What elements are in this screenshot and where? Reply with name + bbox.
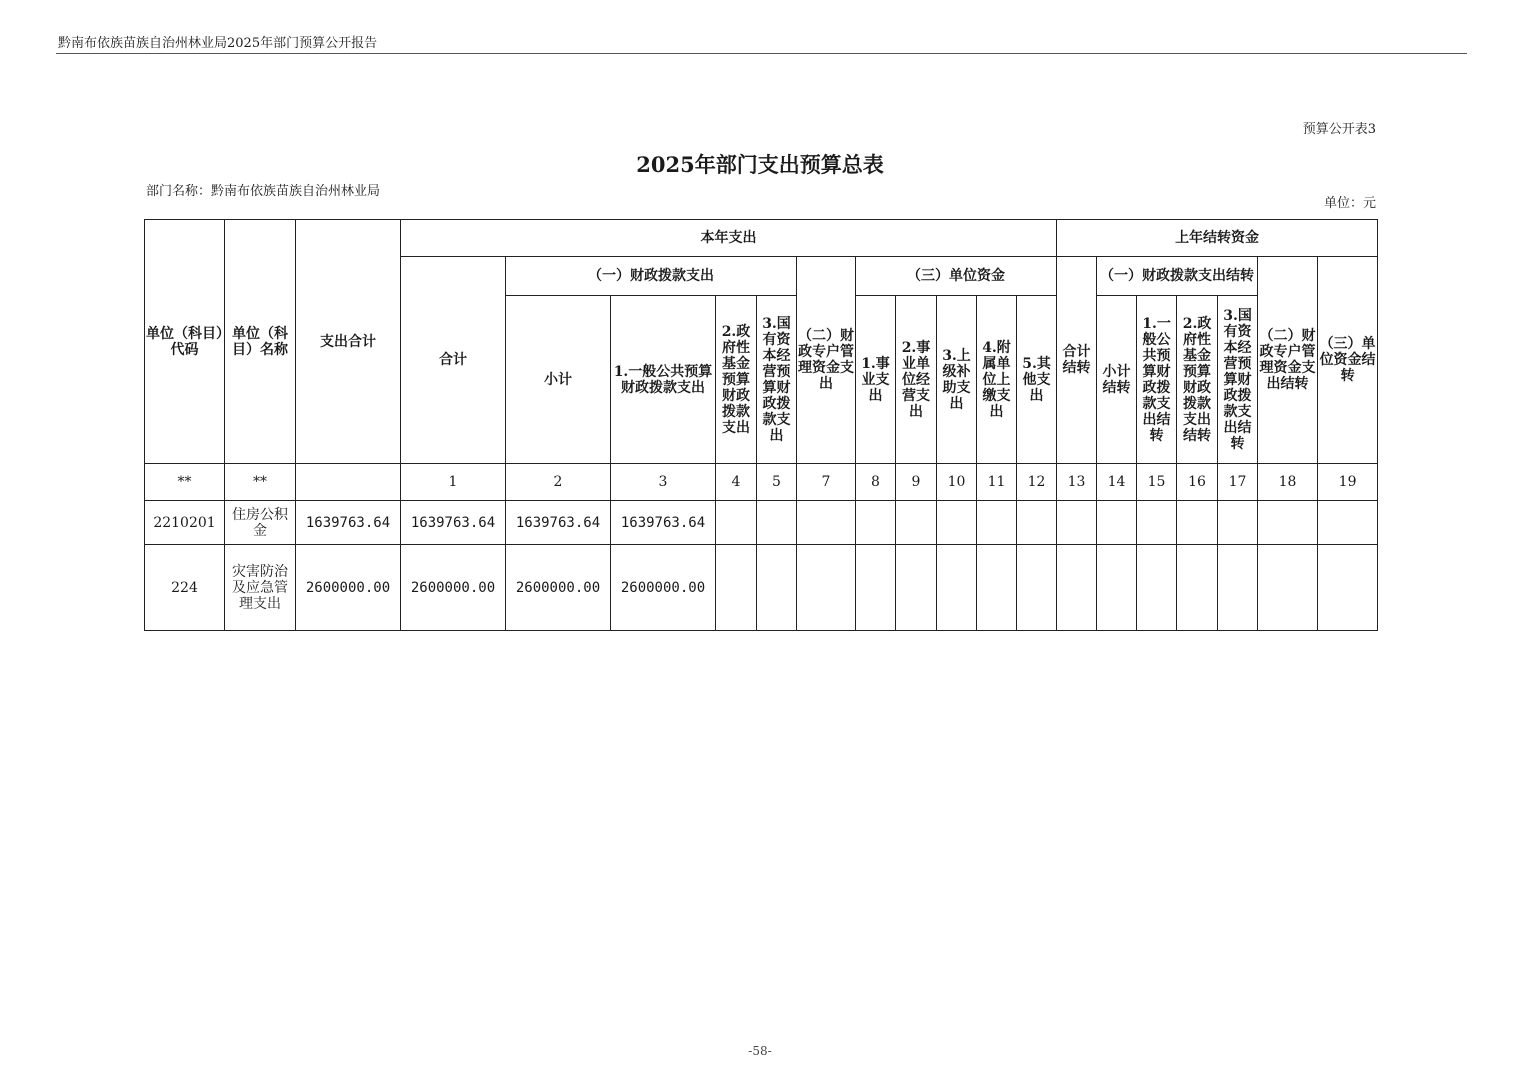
- header-py-general-budget: 1.一般公共预算财政拨款支出结转: [1137, 296, 1177, 464]
- index-cell: 15: [1137, 464, 1177, 501]
- row-name: 灾害防治及应急管理支出: [225, 545, 296, 631]
- header-unit-code: 单位（科目）代码: [145, 220, 225, 464]
- row-value: [937, 545, 977, 631]
- header-cy-unit-3: 3.上级补助支出: [937, 296, 977, 464]
- index-cell: 13: [1057, 464, 1097, 501]
- index-cell: 9: [896, 464, 937, 501]
- row-value: [1318, 545, 1378, 631]
- index-cell: 14: [1097, 464, 1137, 501]
- header-prior-year: 上年结转资金: [1057, 220, 1378, 257]
- row-value: [1318, 501, 1378, 545]
- department-name: 部门名称：黔南布依族苗族自治州林业局: [146, 184, 381, 199]
- row-value: [1057, 501, 1097, 545]
- header-cy-unit-4: 4.附属单位上缴支出: [977, 296, 1017, 464]
- page-number: -58-: [748, 1044, 772, 1058]
- row-code: 2210201: [145, 501, 225, 545]
- index-cell: **: [225, 464, 296, 501]
- header-cy-state-capital: 3.国有资本经营预算财政拨款支出: [757, 296, 797, 464]
- header-total-expense: 支出合计: [296, 220, 401, 464]
- header-cy-total: 合计: [401, 257, 506, 464]
- header-py-total: 合计结转: [1057, 257, 1097, 464]
- row-value: 1639763.64: [401, 501, 506, 545]
- row-value: 2600000.00: [506, 545, 611, 631]
- row-value: [1097, 545, 1137, 631]
- header-cy-unit-funds: （三）单位资金: [856, 257, 1057, 296]
- row-value: [1177, 501, 1218, 545]
- row-value: [1017, 501, 1057, 545]
- header-cy-gov-fund: 2.政府性基金预算财政拨款支出: [716, 296, 757, 464]
- index-cell: 7: [797, 464, 856, 501]
- row-value: [937, 501, 977, 545]
- header-current-year: 本年支出: [401, 220, 1057, 257]
- row-value: [1258, 545, 1318, 631]
- row-value: 2600000.00: [296, 545, 401, 631]
- index-cell: 3: [611, 464, 716, 501]
- row-value: [757, 545, 797, 631]
- row-value: [1218, 501, 1258, 545]
- table-row: [145, 501, 1378, 545]
- document-title: 2025年部门支出预算总表: [636, 152, 884, 177]
- index-row: [145, 464, 1378, 501]
- row-value: [856, 545, 896, 631]
- index-cell: 18: [1258, 464, 1318, 501]
- row-value: [1137, 545, 1177, 631]
- row-value: [1258, 501, 1318, 545]
- header-cy-special-account: （二）财政专户管理资金支出: [797, 257, 856, 464]
- row-value: 2600000.00: [611, 545, 716, 631]
- index-cell: 17: [1218, 464, 1258, 501]
- header-cy-unit-2: 2.事业单位经营支出: [896, 296, 937, 464]
- index-cell: [296, 464, 401, 501]
- index-cell: 2: [506, 464, 611, 501]
- header-cy-unit-5: 5.其他支出: [1017, 296, 1057, 464]
- index-cell: 8: [856, 464, 896, 501]
- index-cell: 11: [977, 464, 1017, 501]
- row-value: [977, 545, 1017, 631]
- row-code: 224: [145, 545, 225, 631]
- header-cy-general-budget: 1.一般公共预算财政拨款支出: [611, 296, 716, 464]
- header-unit-name: 单位（科目）名称: [225, 220, 296, 464]
- row-value: 1639763.64: [506, 501, 611, 545]
- unit-label: 单位：元: [1323, 196, 1376, 211]
- index-cell: 19: [1318, 464, 1378, 501]
- index-cell: **: [145, 464, 225, 501]
- row-value: 1639763.64: [296, 501, 401, 545]
- index-cell: 1: [401, 464, 506, 501]
- row-value: [1057, 545, 1097, 631]
- row-value: 2600000.00: [401, 545, 506, 631]
- header-py-fiscal: （一）财政拨款支出结转: [1097, 257, 1258, 296]
- index-cell: 16: [1177, 464, 1218, 501]
- row-value: [757, 501, 797, 545]
- row-value: [1177, 545, 1218, 631]
- header-py-gov-fund: 2.政府性基金预算财政拨款支出结转: [1177, 296, 1218, 464]
- index-cell: 10: [937, 464, 977, 501]
- row-name: 住房公积金: [225, 501, 296, 545]
- header-cy-unit-1: 1.事业支出: [856, 296, 896, 464]
- row-value: [977, 501, 1017, 545]
- index-cell: 5: [757, 464, 797, 501]
- budget-table: [144, 219, 1378, 631]
- header-cy-fiscal: （一）财政拨款支出: [506, 257, 797, 296]
- row-value: [1218, 545, 1258, 631]
- index-cell: 4: [716, 464, 757, 501]
- header-divider: [56, 53, 1467, 54]
- row-value: [1097, 501, 1137, 545]
- header-py-unit-funds: （三）单位资金结转: [1318, 257, 1378, 464]
- header-cy-fiscal-subtotal: 小计: [506, 296, 611, 464]
- row-value: [797, 501, 856, 545]
- row-value: 1639763.64: [611, 501, 716, 545]
- row-value: [896, 501, 937, 545]
- row-value: [1017, 545, 1057, 631]
- table-row: [145, 545, 1378, 631]
- header-py-special-account: （二）财政专户管理资金支出结转: [1258, 257, 1318, 464]
- row-value: [1137, 501, 1177, 545]
- row-value: [716, 501, 757, 545]
- row-value: [856, 501, 896, 545]
- index-cell: 12: [1017, 464, 1057, 501]
- table-id-label: 预算公开表3: [1302, 122, 1376, 137]
- row-value: [896, 545, 937, 631]
- header-py-fiscal-subtotal: 小计结转: [1097, 296, 1137, 464]
- header-py-state-capital: 3.国有资本经营预算财政拨款支出结转: [1218, 296, 1258, 464]
- row-value: [716, 545, 757, 631]
- row-value: [797, 545, 856, 631]
- running-header: 黔南布依族苗族自治州林业局2025年部门预算公开报告: [58, 36, 378, 51]
